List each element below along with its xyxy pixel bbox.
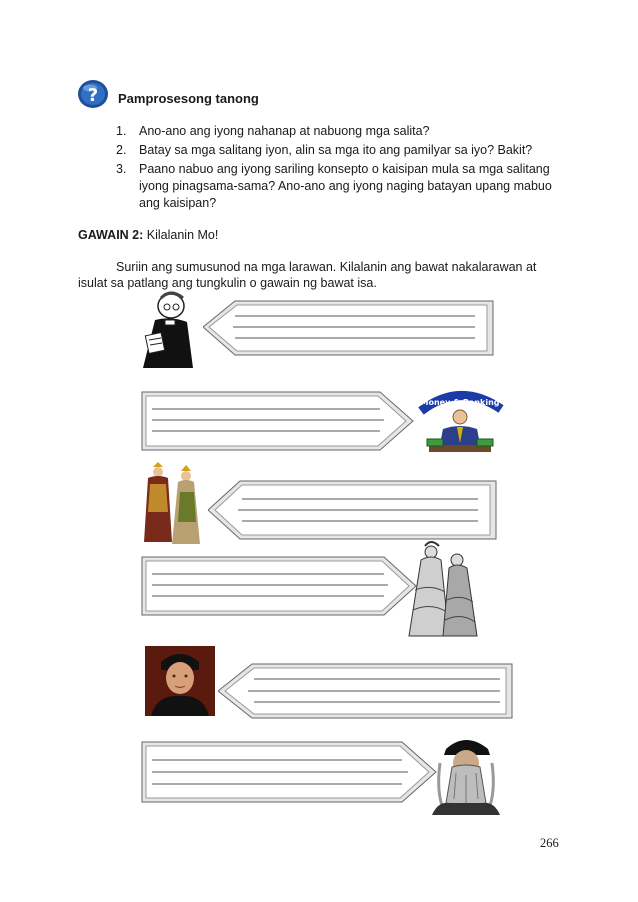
answer-box[interactable] <box>218 662 514 720</box>
leonardo-portrait <box>432 733 500 815</box>
list-item: 1. Ano-ano ang iyong nahanap at nabuong mga salita? <box>116 124 430 138</box>
question-icon <box>77 79 109 109</box>
instruction-text: Suriin ang sumusunod na mga larawan. Kilalanin ang bawat nakalarawan at isulat sa patlang ang tungkulin o gawain ng bawat isa. <box>78 260 537 290</box>
list-item: 2. Batay sa mga salitang iyon, alin sa mga ito ang pamilyar sa iyo? Bakit? <box>116 143 533 157</box>
svg-text:?: ? <box>87 85 99 106</box>
noble-women-figure <box>405 540 481 640</box>
section-title: Pamprosesong tanong <box>118 91 259 106</box>
clergy-figure <box>135 290 199 368</box>
question-list <box>116 123 576 214</box>
martin-luther-portrait <box>145 646 215 716</box>
answer-box[interactable] <box>203 299 495 359</box>
banker-figure <box>415 383 505 457</box>
activity-heading <box>78 228 218 242</box>
answer-box[interactable] <box>140 555 418 617</box>
answer-box[interactable] <box>140 390 415 452</box>
activity-label: GAWAIN 2: <box>78 228 144 242</box>
answer-box[interactable] <box>208 479 498 541</box>
activity-title: Kilalanin Mo! <box>146 228 219 242</box>
list-item: 3. Paano nabuo ang iyong sariling konsepto o kaisipan mula sa mga salitang iyong pinagsama-sama? Ano-ano ang iyong naging batayan upang mabuo ang kaisipan? <box>116 162 552 210</box>
page-number: 266 <box>540 836 559 850</box>
royal-couple-figure <box>140 462 206 546</box>
answer-box[interactable] <box>140 740 438 804</box>
svg-text:Money & Banking: Money & Banking <box>420 398 500 407</box>
